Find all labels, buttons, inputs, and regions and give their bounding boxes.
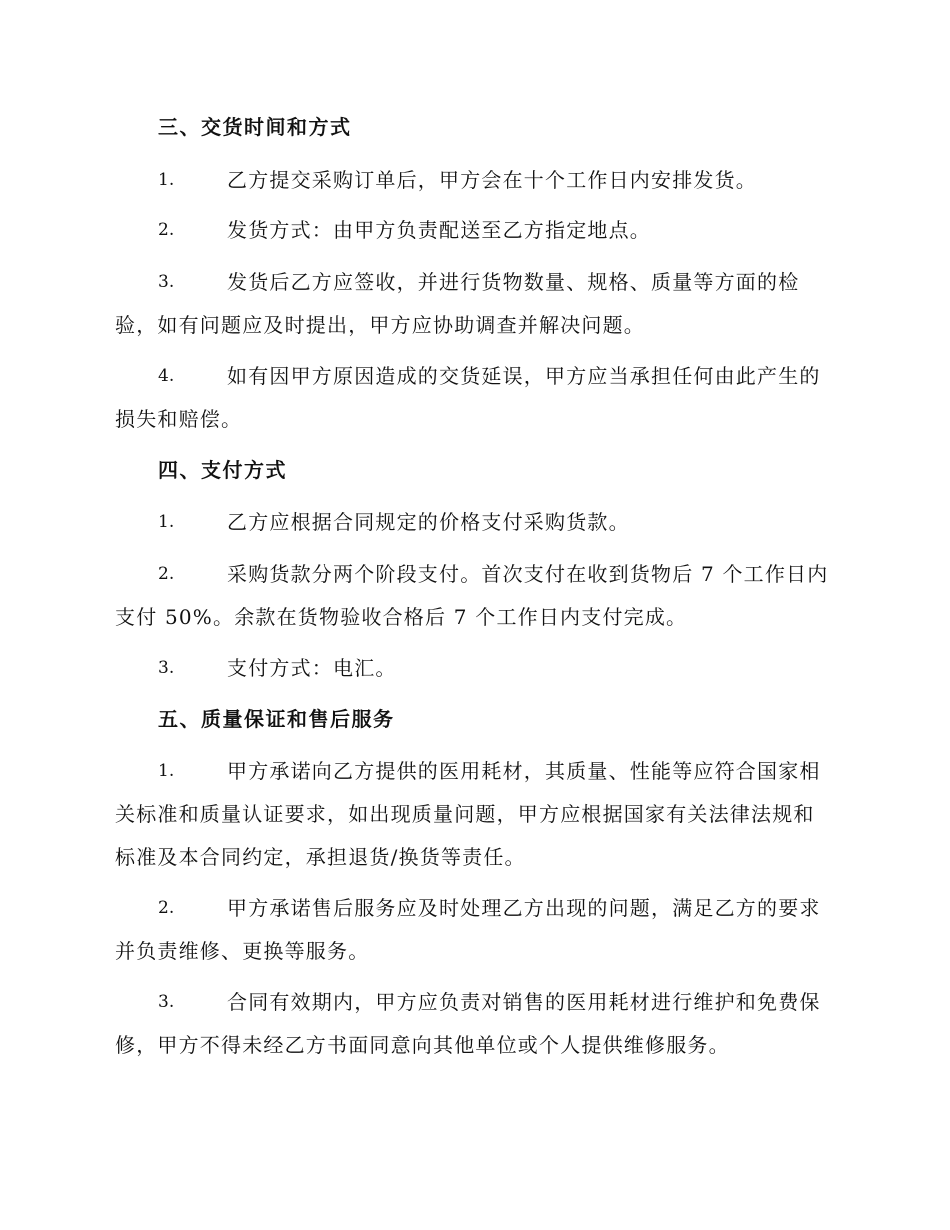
item-number: 3. <box>158 992 175 1012</box>
item-text: 乙方应根据合同规定的价格支付采购货款。 <box>227 510 630 534</box>
item-number: 2. <box>158 564 175 584</box>
item-number: 3. <box>158 658 175 678</box>
section-heading-payment: 四、支付方式 <box>158 458 287 482</box>
item-text-continued: 关标准和质量认证要求，如出现质量问题，甲方应根据国家有关法律法规和 <box>115 802 815 826</box>
item-text: 乙方提交采购订单后，甲方会在十个工作日内安排发货。 <box>227 168 757 192</box>
item-text: 发货方式：由甲方负责配送至乙方指定地点。 <box>227 218 651 242</box>
item-text-continued: 验，如有问题应及时提出，甲方应协助调查并解决问题。 <box>115 313 645 337</box>
item-number: 4. <box>158 366 175 386</box>
item-text-continued: 标准及本合同约定，承担退货/换货等责任。 <box>115 845 526 869</box>
item-text: 如有因甲方原因造成的交货延误，甲方应当承担任何由此产生的 <box>227 364 821 388</box>
item-text-continued: 修，甲方不得未经乙方书面同意向其他单位或个人提供维修服务。 <box>115 1033 730 1057</box>
item-text: 合同有效期内，甲方应负责对销售的医用耗材进行维护和免费保 <box>227 990 821 1014</box>
item-text-continued: 损失和赔偿。 <box>115 407 243 431</box>
item-text-continued: 支付 50%。余款在货物验收合格后 7 个工作日内支付完成。 <box>115 605 688 629</box>
section-heading-quality: 五、质量保证和售后服务 <box>158 707 395 731</box>
item-number: 2. <box>158 898 175 918</box>
item-number: 1. <box>158 761 175 781</box>
item-text: 发货后乙方应签收，并进行货物数量、规格、质量等方面的检 <box>227 270 800 294</box>
item-number: 3. <box>158 272 175 292</box>
section-heading-delivery: 三、交货时间和方式 <box>158 115 352 139</box>
item-number: 2. <box>158 220 175 240</box>
item-text-continued: 并负责维修、更换等服务。 <box>115 939 370 963</box>
item-number: 1. <box>158 512 175 532</box>
item-text: 支付方式：电汇。 <box>227 656 397 680</box>
item-text: 采购货款分两个阶段支付。首次支付在收到货物后 7 个工作日内 <box>227 562 829 586</box>
item-text: 甲方承诺向乙方提供的医用耗材，其质量、性能等应符合国家相 <box>227 759 821 783</box>
item-number: 1. <box>158 170 175 190</box>
item-text: 甲方承诺售后服务应及时处理乙方出现的问题，满足乙方的要求 <box>227 896 821 920</box>
